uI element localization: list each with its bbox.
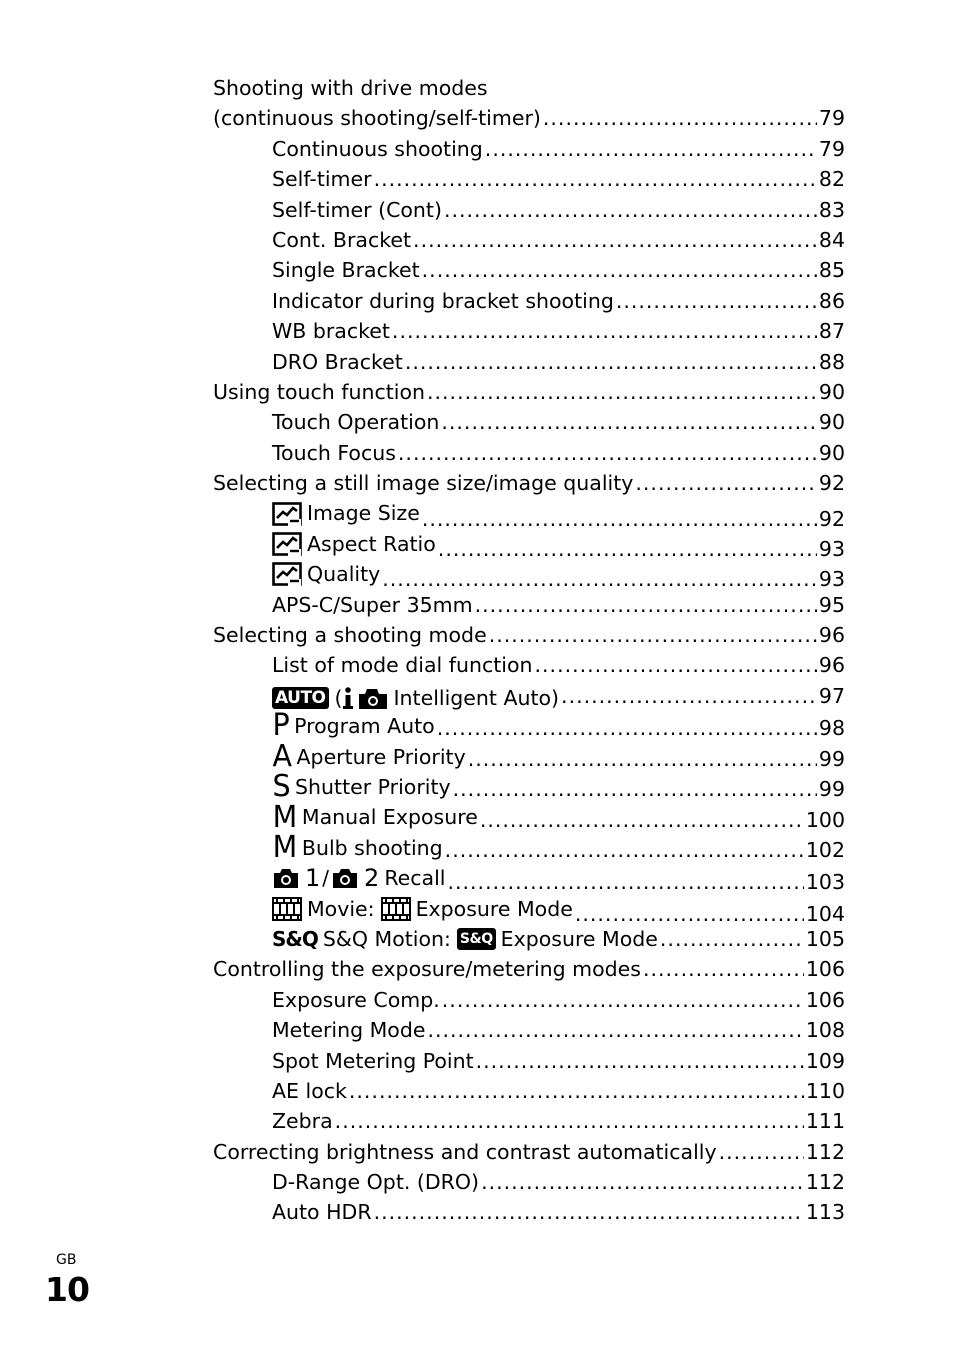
toc-entry-title: [272, 407, 439, 437]
toc-page-number: 88: [818, 349, 845, 374]
sq-badge-icon: S&Q: [457, 928, 496, 950]
toc-entry[interactable]: [213, 438, 845, 468]
toc-page-number: 93: [818, 567, 845, 592]
toc-heading-line: [213, 73, 845, 103]
toc-entry[interactable]: [213, 829, 845, 865]
dot-leader: [442, 985, 804, 1015]
toc-entry-title: [213, 620, 487, 650]
toc-page-number: 98: [818, 716, 845, 741]
toc-entry[interactable]: [213, 1197, 845, 1227]
dot-leader: [413, 225, 817, 255]
toc-page-number: 92: [818, 506, 845, 531]
toc-entry-title: [272, 1106, 333, 1136]
toc-entry-title: [213, 103, 541, 133]
toc-entry-title: [272, 225, 411, 255]
dot-leader: [468, 744, 817, 774]
toc-entry[interactable]: [213, 347, 845, 377]
toc-entry-label: Self-timer: [272, 167, 372, 192]
toc-entry-label: APS-C/Super 35mm: [272, 592, 473, 617]
dot-leader: [349, 1076, 804, 1106]
toc-page-number: 85: [818, 258, 845, 283]
toc-page-number: 102: [805, 837, 845, 862]
memory-1-label: 1: [305, 864, 321, 893]
dot-leader: [422, 255, 817, 285]
toc-entry[interactable]: [213, 894, 845, 924]
toc-page-number: 96: [818, 653, 845, 678]
toc-page-number: 113: [805, 1200, 845, 1225]
toc-entry-title: [213, 377, 425, 407]
dot-leader: [561, 681, 817, 711]
toc-entry-label: Selecting a shooting mode: [213, 623, 487, 648]
dot-leader: [422, 504, 817, 534]
auto-badge-icon: AUTO: [272, 687, 329, 709]
toc-entry-label: Using touch function: [213, 379, 425, 404]
dot-leader: [437, 713, 817, 743]
toc-entry-label: Self-timer (Cont): [272, 197, 442, 222]
toc-entry-label: Touch Operation: [272, 410, 440, 435]
toc-entry-title: [213, 1137, 717, 1167]
toc-page-number: 112: [805, 1170, 845, 1195]
dot-leader: [441, 407, 817, 437]
dot-leader: [616, 286, 817, 316]
toc-page-number: 99: [818, 746, 845, 771]
toc-page-number: 79: [818, 106, 845, 131]
still-image-icon: [272, 502, 302, 526]
toc-entry-title: [272, 590, 473, 620]
toc-entry-title: [272, 650, 533, 680]
toc-entry-title: [272, 559, 380, 589]
toc-entry-label: Single Bracket: [272, 258, 420, 283]
toc-entry-title: [272, 708, 435, 744]
camera-icon: [331, 867, 359, 889]
toc-entry-label: Cont. Bracket: [272, 227, 412, 252]
toc-page-number: 97: [818, 683, 845, 708]
toc-page-number: 82: [818, 167, 845, 192]
toc-entry-title: [213, 468, 633, 498]
toc-entry-title: [272, 1046, 474, 1076]
toc-entry[interactable]: [213, 529, 845, 562]
toc-entries: [213, 103, 845, 1227]
sq-icon: S&Q: [272, 926, 318, 951]
toc-page-number: 106: [805, 987, 845, 1012]
dot-leader: [374, 164, 817, 194]
toc-entry[interactable]: [213, 590, 845, 620]
toc-entry-title: [272, 863, 445, 893]
toc-entry-label: DRO Bracket: [272, 349, 403, 374]
toc-entry-title: [272, 255, 420, 285]
toc-entry-label: Bulb shooting: [301, 835, 443, 860]
intelligent-auto-icon: [343, 686, 389, 710]
toc-entry-title: [272, 985, 440, 1015]
toc-entry[interactable]: [213, 799, 845, 835]
dot-leader: [444, 195, 817, 225]
paren-open: (: [334, 685, 343, 710]
toc-entry-title: [272, 738, 466, 774]
toc-entry-label: Spot Metering Point: [272, 1048, 474, 1073]
toc-entry[interactable]: [213, 738, 845, 774]
page-number: 10: [45, 1270, 89, 1309]
dot-leader: [643, 954, 804, 984]
dot-leader: [392, 316, 817, 346]
toc-page-number: 104: [805, 901, 845, 926]
dot-leader: [719, 1137, 804, 1167]
dot-leader: [445, 835, 804, 865]
toc-entry[interactable]: [213, 225, 845, 255]
toc-entry[interactable]: [213, 620, 845, 650]
toc-entry[interactable]: [213, 1076, 845, 1106]
toc-page-number: 103: [805, 870, 845, 895]
slash-separator: /: [322, 866, 330, 891]
toc-entry-title: [272, 924, 658, 954]
toc-entry-title: [272, 316, 390, 346]
toc-page-number: 86: [818, 288, 845, 313]
toc-page-number: 105: [805, 926, 845, 951]
a-mode-icon: A: [272, 738, 293, 774]
toc-entry-title: [272, 347, 403, 377]
toc-entry-title: [272, 438, 396, 468]
toc-entry-title: [272, 683, 559, 713]
m-mode-icon: M: [272, 829, 298, 865]
toc-entry-title: [272, 498, 420, 528]
toc-entry-title: [272, 799, 478, 835]
toc-entry[interactable]: [213, 1167, 845, 1197]
toc-entry-label: WB bracket: [272, 319, 390, 344]
camera-icon: [272, 867, 300, 889]
movie-icon: [381, 897, 411, 921]
toc-entry[interactable]: [213, 1015, 845, 1045]
toc-entry-label: D-Range Opt. (DRO): [272, 1170, 480, 1195]
toc-entry[interactable]: [213, 1137, 845, 1167]
toc-page-number: 111: [805, 1109, 845, 1134]
language-code: GB: [56, 1252, 77, 1268]
toc-page-number: 90: [818, 410, 845, 435]
toc-entry-label: AE lock: [272, 1078, 347, 1103]
toc-page-number: 112: [805, 1139, 845, 1164]
dot-leader: [335, 1106, 804, 1136]
toc-page-number: 87: [818, 319, 845, 344]
dot-leader: [398, 438, 817, 468]
toc-entry[interactable]: [213, 407, 845, 437]
toc-entry-title: [272, 1167, 479, 1197]
toc-entry-label: Touch Focus: [272, 440, 396, 465]
toc-page-number: 95: [818, 592, 845, 617]
toc-page-number: 110: [805, 1078, 845, 1103]
toc-entry-label: Shutter Priority: [295, 774, 451, 799]
toc-entry[interactable]: [213, 377, 845, 407]
dot-leader: [427, 377, 817, 407]
toc-entry-label: Indicator during bracket shooting: [272, 288, 614, 313]
dot-leader: [438, 534, 817, 564]
toc-page-number: 90: [818, 379, 845, 404]
toc-entry-label: Auto HDR: [272, 1200, 372, 1225]
toc-page-number: 108: [805, 1018, 845, 1043]
toc-entry-title: [272, 1015, 425, 1045]
toc-entry[interactable]: [213, 103, 845, 133]
dot-leader: [453, 774, 817, 804]
toc-entry[interactable]: [213, 985, 845, 1015]
dot-leader: [374, 1197, 804, 1227]
toc-entry-title: [272, 529, 436, 559]
dot-leader: [543, 103, 817, 133]
toc-entry-title: [272, 164, 372, 194]
toc-entry[interactable]: [213, 650, 845, 680]
toc-entry-label-2: Exposure Mode: [415, 896, 573, 921]
toc-entry-label: Correcting brightness and contrast automatically: [213, 1139, 717, 1164]
toc-page-number: 93: [818, 537, 845, 562]
toc-entry-label: Zebra: [272, 1109, 333, 1134]
toc-entry[interactable]: [213, 134, 845, 164]
toc-entry[interactable]: [213, 286, 845, 316]
dot-leader: [535, 650, 817, 680]
toc-entry-label: Aperture Priority: [296, 744, 466, 769]
toc-entry-label-2: Exposure Mode: [500, 926, 658, 951]
dot-leader: [481, 1167, 804, 1197]
toc-entry[interactable]: [213, 863, 845, 893]
toc-entry[interactable]: [213, 498, 845, 531]
dot-leader: [405, 347, 817, 377]
toc-entry[interactable]: [213, 316, 845, 346]
toc-page-number: 99: [818, 777, 845, 802]
memory-2-label: 2: [364, 864, 380, 893]
toc-entry-label: (continuous shooting/self-timer): [213, 106, 541, 131]
toc-page-number: 106: [805, 957, 845, 982]
toc-entry-label: Metering Mode: [272, 1018, 426, 1043]
toc-entry-title: [272, 1197, 372, 1227]
toc-entry[interactable]: [213, 559, 845, 592]
toc-entry-title: [272, 769, 451, 805]
dot-leader: [480, 805, 804, 835]
toc-entry[interactable]: [213, 954, 845, 984]
toc-entry[interactable]: [213, 255, 845, 285]
toc-entry-title: [272, 894, 573, 924]
toc-heading-text: Shooting with drive modes: [213, 76, 488, 100]
toc-entry-label: Intelligent Auto): [393, 685, 560, 710]
toc-entry[interactable]: [213, 1046, 845, 1076]
toc-page-number: 96: [818, 623, 845, 648]
toc-entry-label: List of mode dial function: [272, 653, 533, 678]
toc-entry-label: Image Size: [307, 501, 420, 526]
toc-entry[interactable]: [213, 195, 845, 225]
table-of-contents: [213, 73, 845, 1228]
still-image-icon: [272, 532, 302, 556]
toc-entry-label: Quality: [307, 562, 381, 587]
dot-leader: [489, 620, 817, 650]
toc-entry-title: [272, 286, 614, 316]
toc-page-number: 100: [805, 807, 845, 832]
toc-entry-label: Program Auto: [294, 714, 435, 739]
dot-leader: [475, 590, 817, 620]
toc-page-number: 92: [818, 471, 845, 496]
dot-leader: [660, 924, 804, 954]
movie-icon: [272, 897, 302, 921]
toc-entry[interactable]: [213, 769, 845, 805]
still-image-icon: [272, 562, 302, 586]
dot-leader: [635, 468, 817, 498]
p-mode-icon: P: [272, 708, 290, 744]
dot-leader: [485, 134, 817, 164]
toc-entry[interactable]: [213, 164, 845, 194]
toc-entry-title: [272, 134, 483, 164]
toc-page-number: 109: [805, 1048, 845, 1073]
toc-entry-label: Selecting a still image size/image quality: [213, 471, 634, 496]
toc-entry-label: S&Q Motion:: [322, 926, 451, 951]
toc-entry-label: Recall: [384, 866, 446, 891]
toc-entry-title: [272, 195, 442, 225]
toc-page-number: 84: [818, 227, 845, 252]
toc-entry-title: [272, 1076, 347, 1106]
toc-entry-title: [272, 829, 443, 865]
s-mode-icon: S: [272, 769, 291, 805]
toc-entry[interactable]: [213, 468, 845, 498]
toc-entry[interactable]: [213, 681, 845, 711]
dot-leader: [427, 1015, 803, 1045]
toc-entry-label: Continuous shooting: [272, 136, 483, 161]
toc-page-number: 79: [818, 136, 845, 161]
toc-entry[interactable]: [213, 1106, 845, 1136]
toc-entry[interactable]: [213, 708, 845, 744]
toc-entry[interactable]: [213, 924, 845, 954]
toc-entry-label: Aspect Ratio: [307, 531, 436, 556]
toc-page-number: 83: [818, 197, 845, 222]
toc-page-number: 90: [818, 440, 845, 465]
toc-entry-label: Movie:: [307, 896, 375, 921]
toc-entry-label: Controlling the exposure/metering modes: [213, 957, 641, 982]
toc-entry-label: Manual Exposure: [301, 805, 478, 830]
toc-entry-label: Exposure Comp.: [272, 987, 440, 1012]
dot-leader: [476, 1046, 804, 1076]
toc-entry-title: [213, 954, 641, 984]
m-mode-icon: M: [272, 799, 298, 835]
